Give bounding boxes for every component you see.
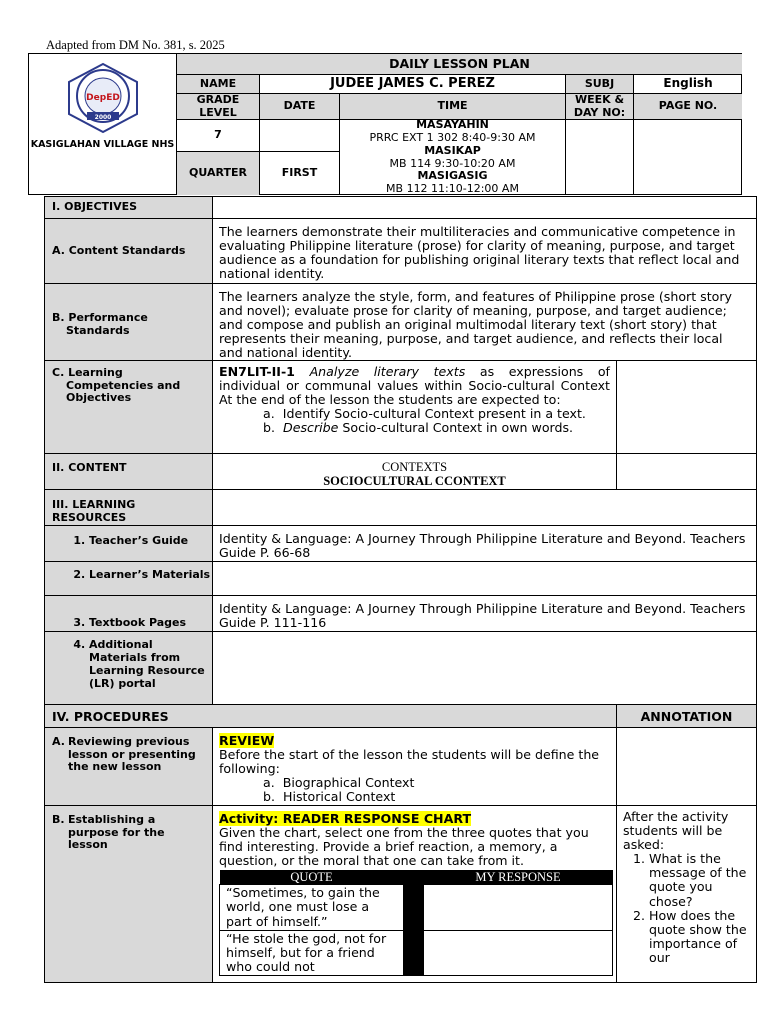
annotation-intro: After the activity students will be asked: [623,809,729,853]
resource-value [212,631,757,705]
schedule-cell [339,119,566,195]
performance-standards-text: The learners analyze the style, form, and features of Philippine prose (short story and novel); evaluate prose for clarity of meaning, purpose, and target audience; and compose and publish an original multimodal literary text (short story) that represents their meaning, purpose, and target audience, and reflects their local and national identity. [212,283,757,361]
content-heading: II. CONTENT [44,453,213,490]
resource-value: Identity & Language: A Journey Through Philippine Literature and Beyond. Teachers Guide P. 66-68 [212,525,757,562]
date-label: DATE [259,93,340,120]
chart-header-gap [404,870,424,885]
lesson-plan-body [44,196,757,983]
section-name: MASIGASIG [417,169,488,183]
content-topic [212,453,617,490]
procedure-a-annotation [616,727,757,806]
week-day-value [565,119,634,195]
objectives-empty [212,196,757,219]
learning-resources-empty [212,489,757,526]
learning-resources-heading: III. LEARNING RESOURCES [44,489,213,526]
competencies-annotation [616,360,757,454]
logo-year: 2000 [94,114,111,121]
lesson-plan-header [28,53,742,195]
content-standards-text: The learners demonstrate their multiliteracies and communicative competence in evaluating Philippine literature (prose) for clarity of meaning, purpose, and target audience as a foundation for publishing original literary texts that reflect local and national identity. [212,218,757,284]
adapted-note: Adapted from DM No. 381, s. 2025 [46,38,225,52]
procedure-b-annotation [616,805,757,983]
logo-text: DepED [85,93,120,103]
quarter-label: QUARTER [176,151,260,195]
school-name: KASIGLAHAN VILLAGE NHS [30,139,175,150]
procedure-b-content [212,805,617,983]
school-seal-icon [63,62,143,134]
competency-code: EN7LIT-II-1 [219,364,295,379]
content-topic-line: CONTEXTS [381,460,448,474]
procedure-b-text: Establishing a purpose for the lesson [68,813,165,852]
procedure-a-prefix: A. [52,735,65,748]
resource-label-text: 2. Learner’s Materials [89,568,212,581]
section-schedule: MB 114 9:30-10:20 AM [389,156,516,170]
resource-label [44,525,213,562]
competency-description: as expressions of individual or communal values within Socio-cultural Context At the end of the lesson the students are expected to: [219,364,610,408]
resource-label [44,631,213,705]
section-schedule: MB 112 11:10-12:00 AM [386,182,519,196]
chart-header-response: MY RESPONSE [424,870,613,885]
annotation-question: 2. How does the quote show the importance of our [649,909,750,965]
resource-label [44,595,213,632]
week-day-label: WEEK & DAY NO: [565,93,634,120]
learning-competencies-text [212,360,617,454]
quote-cell: “He stole the god, not for himself, but for a friend who could not [220,930,404,975]
review-instructions: Before the start of the lesson the students will be define the following: [219,747,600,777]
resource-label-text: 4. Additional Materials from Learning Resource (LR) portal [89,638,212,690]
annotation-heading: ANNOTATION [616,704,757,728]
resource-label-text: 3. Textbook Pages [89,616,212,629]
page-no-value [633,119,742,195]
procedure-b-prefix: B. [52,813,65,826]
procedure-a-label [44,727,213,806]
date-value [259,119,340,152]
teacher-name: JUDEE JAMES C. PEREZ [259,74,566,94]
quote-cell: “Sometimes, to gain the world, one must lose a part of himself.” [220,885,404,930]
resource-label-text: 1. Teacher’s Guide [89,534,212,547]
name-label: NAME [176,74,260,94]
section-schedule: PRRC EXT 1 302 8:40-9:30 AM [369,130,536,144]
response-cell[interactable] [424,930,613,975]
grade-level-label: GRADE LEVEL [176,93,260,120]
resource-label [44,561,213,596]
content-standards-label: A. Content Standards [44,218,213,284]
performance-label-line: B. Performance [52,311,148,324]
performance-standards-label [44,283,213,361]
procedure-a-text: Reviewing previous lesson or presenting the new lesson [68,735,196,774]
time-label: TIME [339,93,566,120]
chart-gap [404,885,424,930]
section-name: MASAYAHIN [416,117,489,131]
objective-list [219,407,610,435]
subject-label: SUBJ [565,74,634,94]
review-title: REVIEW [219,733,275,748]
review-item: b. Historical Context [263,789,396,805]
response-cell[interactable] [424,885,613,930]
school-logo-cell [29,54,177,195]
competency-label-line: Competencies and [66,378,181,392]
performance-label-line: Standards [66,323,130,337]
competency-verb: Analyze literary texts [309,364,466,379]
subject-value: English [633,74,742,94]
reader-response-chart [219,870,613,976]
section-name: MASIKAP [424,143,481,157]
resource-value: Identity & Language: A Journey Through Philippine Literature and Beyond. Teachers Guide P. 111-116 [212,595,757,632]
plan-title: DAILY LESSON PLAN [176,54,742,75]
procedures-heading: IV. PROCEDURES [44,704,617,728]
procedure-b-label [44,805,213,983]
content-topic-title: SOCIOCULTURAL CCONTEXT [323,473,506,488]
activity-instructions: Given the chart, select one from the three quotes that you find interesting. Provide a brief reaction, a memory, a question, or the moral that one can take from it. [219,825,589,869]
chart-header-quote: QUOTE [220,870,404,885]
objective-item: a. Identify Socio-cultural Context present in a text. [263,406,586,422]
review-list [219,776,610,804]
objectives-heading: I. OBJECTIVES [44,196,213,219]
resource-value [212,561,757,596]
grade-level-value: 7 [176,119,260,152]
activity-title: Activity: READER RESPONSE CHART [219,811,472,826]
competency-label-line: Objectives [66,391,132,405]
review-item: a. Biographical Context [263,775,415,791]
page-no-label: PAGE NO. [633,93,742,120]
competency-label-line: C. Learning [52,366,123,379]
procedure-a-content [212,727,617,806]
learning-competencies-label [44,360,213,454]
content-annotation [616,453,757,490]
chart-gap [404,930,424,975]
annotation-question: 1. What is the message of the quote you chose? [649,852,750,908]
quarter-value: FIRST [259,151,340,195]
annotation-questions [623,852,750,965]
objective-item: b. Describe Socio-cultural Context in own words. [263,420,574,436]
